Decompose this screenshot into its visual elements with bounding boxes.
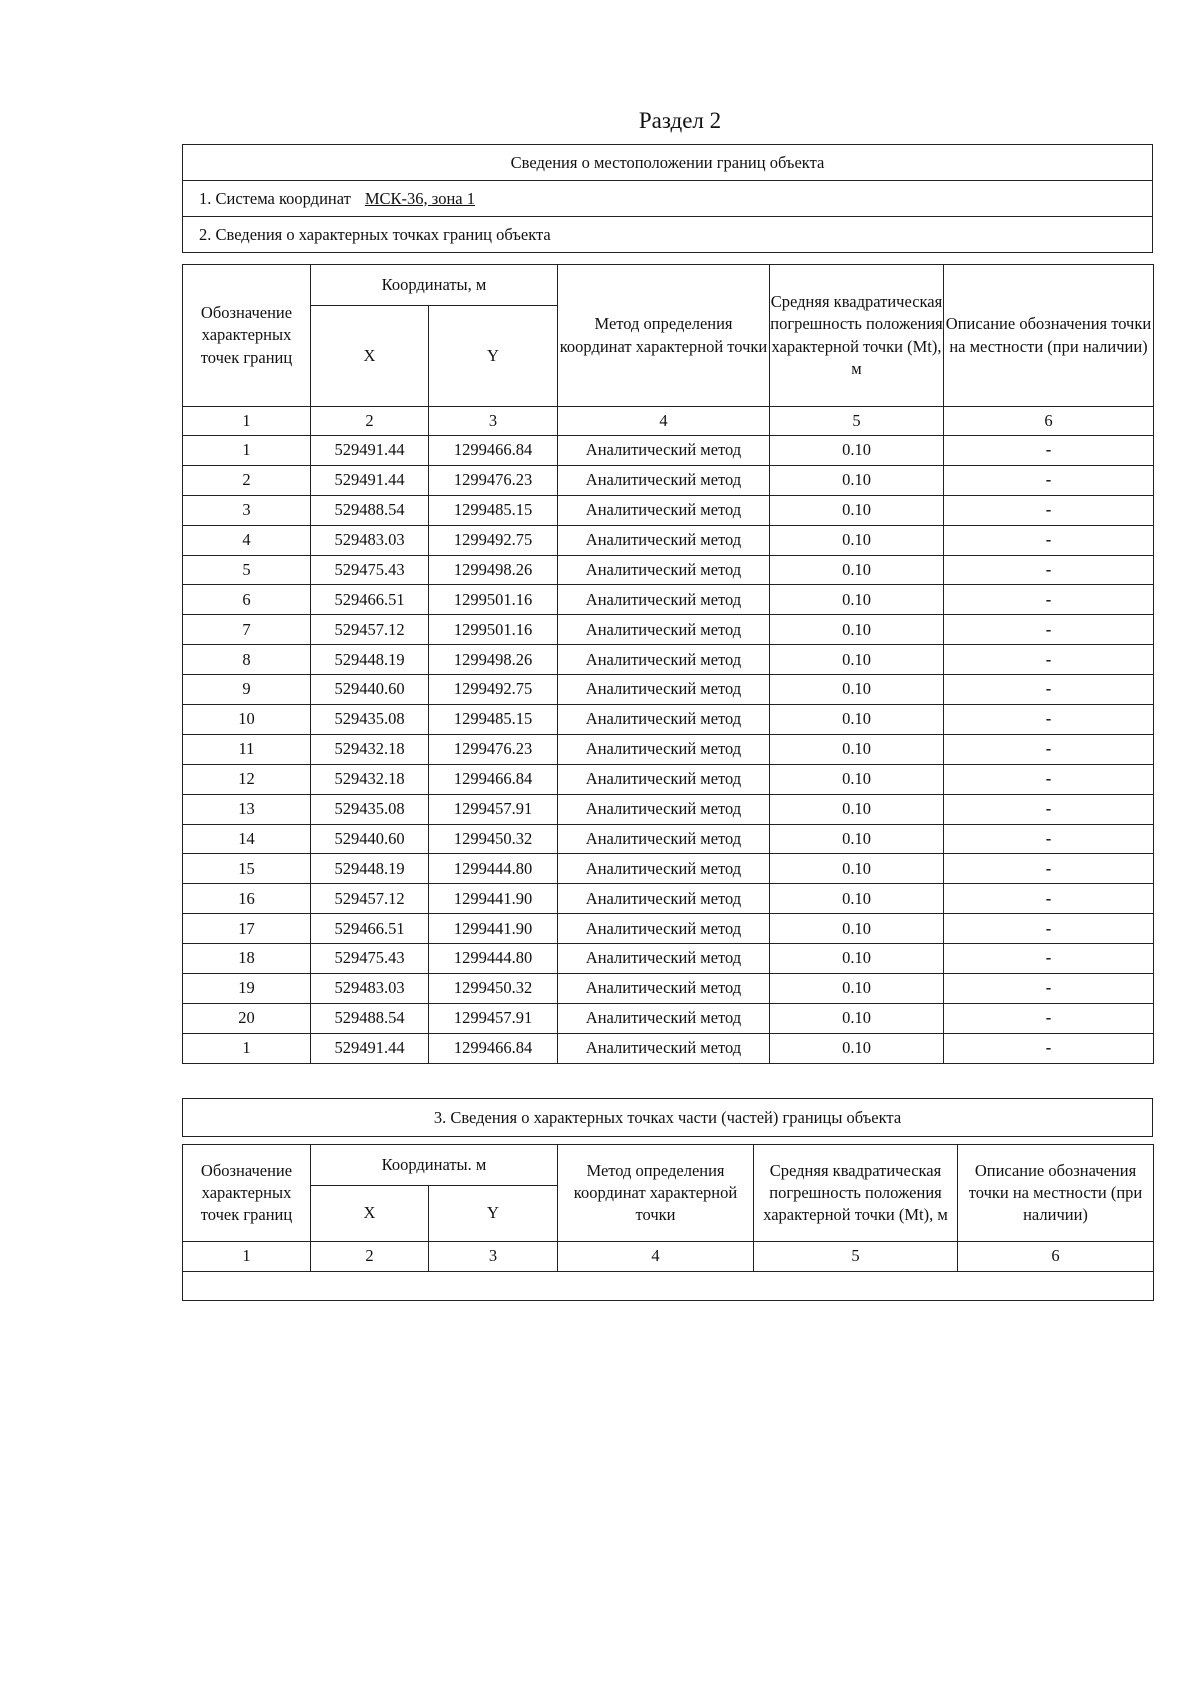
- point-error: 0.10: [770, 974, 944, 1004]
- point-error: 0.10: [770, 1033, 944, 1063]
- points-column-number-6: 6: [944, 407, 1154, 436]
- point-description: -: [944, 1033, 1154, 1063]
- table-row: [183, 944, 1154, 974]
- point-method: Аналитический метод: [558, 555, 770, 585]
- table-row: [183, 585, 1154, 615]
- point-y: 1299476.23: [429, 465, 558, 495]
- point-description: -: [944, 615, 1154, 645]
- points-column-number-4: 4: [558, 407, 770, 436]
- point-description: -: [944, 794, 1154, 824]
- points-column-number-1: 1: [183, 407, 311, 436]
- parts-heading: 3. Сведения о характерных точках части (частей) границы объекта: [183, 1099, 1153, 1137]
- parts-column-number-2: 2: [311, 1242, 429, 1272]
- point-number: 8: [183, 645, 311, 675]
- parts-column-number-1: 1: [183, 1242, 311, 1272]
- point-description: -: [944, 884, 1154, 914]
- point-error: 0.10: [770, 1003, 944, 1033]
- point-description: -: [944, 705, 1154, 735]
- point-number: 2: [183, 465, 311, 495]
- point-method: Аналитический метод: [558, 615, 770, 645]
- point-y: 1299457.91: [429, 1003, 558, 1033]
- point-method: Аналитический метод: [558, 645, 770, 675]
- table-row: [183, 764, 1154, 794]
- point-x: 529483.03: [311, 525, 429, 555]
- point-method: Аналитический метод: [558, 495, 770, 525]
- point-error: 0.10: [770, 675, 944, 705]
- point-y: 1299476.23: [429, 734, 558, 764]
- point-description: -: [944, 944, 1154, 974]
- point-number: 15: [183, 854, 311, 884]
- point-number: 11: [183, 734, 311, 764]
- point-number: 17: [183, 914, 311, 944]
- point-method: Аналитический метод: [558, 436, 770, 466]
- parts-column-numbers-row: [183, 1242, 1154, 1272]
- table-row: [183, 974, 1154, 1004]
- point-y: 1299466.84: [429, 1033, 558, 1063]
- point-x: 529457.12: [311, 884, 429, 914]
- header-coordinates: Координаты, м: [311, 265, 558, 306]
- point-error: 0.10: [770, 824, 944, 854]
- point-number: 1: [183, 436, 311, 466]
- point-number: 16: [183, 884, 311, 914]
- point-description: -: [944, 585, 1154, 615]
- point-method: Аналитический метод: [558, 794, 770, 824]
- point-x: 529491.44: [311, 1033, 429, 1063]
- point-x: 529448.19: [311, 645, 429, 675]
- point-number: 7: [183, 615, 311, 645]
- point-y: 1299466.84: [429, 764, 558, 794]
- parts-header-method: Метод определения координат характерной точки: [558, 1145, 754, 1242]
- object-location-info: [182, 144, 1153, 253]
- points-body: [183, 436, 1154, 1064]
- coordinate-system-row: [183, 181, 1153, 217]
- point-x: 529432.18: [311, 734, 429, 764]
- point-y: 1299485.15: [429, 495, 558, 525]
- point-error: 0.10: [770, 794, 944, 824]
- header-error: Средняя квадратическая погрешность положения характерной точки (Mt), м: [770, 265, 944, 407]
- section-title: Раздел 2: [638, 108, 722, 133]
- point-description: -: [944, 824, 1154, 854]
- point-error: 0.10: [770, 944, 944, 974]
- table-row: [183, 645, 1154, 675]
- parts-column-number-4: 4: [558, 1242, 754, 1272]
- point-x: 529483.03: [311, 974, 429, 1004]
- parts-header-description: Описание обозначения точки на местности (при наличии): [958, 1145, 1154, 1242]
- point-error: 0.10: [770, 585, 944, 615]
- point-method: Аналитический метод: [558, 465, 770, 495]
- point-y: 1299466.84: [429, 436, 558, 466]
- table-row: [183, 705, 1154, 735]
- point-method: Аналитический метод: [558, 824, 770, 854]
- point-x: 529475.43: [311, 555, 429, 585]
- table-row: [183, 1003, 1154, 1033]
- location-heading: Сведения о местоположении границ объекта: [183, 145, 1153, 181]
- point-x: 529488.54: [311, 495, 429, 525]
- point-method: Аналитический метод: [558, 974, 770, 1004]
- point-error: 0.10: [770, 495, 944, 525]
- point-description: -: [944, 914, 1154, 944]
- table-row: [183, 884, 1154, 914]
- parts-column-number-5: 5: [754, 1242, 958, 1272]
- part-points-table: [182, 1144, 1154, 1301]
- column-numbers-row: [183, 407, 1154, 436]
- point-x: 529440.60: [311, 824, 429, 854]
- header-y: Y: [429, 306, 558, 407]
- point-method: Аналитический метод: [558, 705, 770, 735]
- point-error: 0.10: [770, 734, 944, 764]
- point-y: 1299441.90: [429, 914, 558, 944]
- point-description: -: [944, 555, 1154, 585]
- points-heading: 2. Сведения о характерных точках границ объекта: [183, 217, 1153, 253]
- point-method: Аналитический метод: [558, 1003, 770, 1033]
- table-row: [183, 555, 1154, 585]
- point-number: 19: [183, 974, 311, 1004]
- header-method: Метод определения координат характерной точки: [558, 265, 770, 407]
- parts-empty-row: [183, 1272, 1154, 1301]
- point-method: Аналитический метод: [558, 525, 770, 555]
- table-row: [183, 495, 1154, 525]
- point-error: 0.10: [770, 914, 944, 944]
- point-method: Аналитический метод: [558, 944, 770, 974]
- point-x: 529457.12: [311, 615, 429, 645]
- point-number: 10: [183, 705, 311, 735]
- parts-header-error: Средняя квадратическая погрешность положения характерной точки (Mt), м: [754, 1145, 958, 1242]
- point-y: 1299444.80: [429, 854, 558, 884]
- header-designation: Обозначение характерных точек границ: [183, 265, 311, 407]
- point-y: 1299485.15: [429, 705, 558, 735]
- point-method: Аналитический метод: [558, 764, 770, 794]
- point-description: -: [944, 764, 1154, 794]
- point-y: 1299492.75: [429, 525, 558, 555]
- point-description: -: [944, 854, 1154, 884]
- point-y: 1299444.80: [429, 944, 558, 974]
- point-method: Аналитический метод: [558, 1033, 770, 1063]
- point-number: 20: [183, 1003, 311, 1033]
- parts-column-number-6: 6: [958, 1242, 1154, 1272]
- point-error: 0.10: [770, 436, 944, 466]
- table-row: [183, 436, 1154, 466]
- point-error: 0.10: [770, 615, 944, 645]
- table-row: [183, 914, 1154, 944]
- point-number: 12: [183, 764, 311, 794]
- point-x: 529466.51: [311, 914, 429, 944]
- point-x: 529488.54: [311, 1003, 429, 1033]
- point-method: Аналитический метод: [558, 884, 770, 914]
- point-number: 9: [183, 675, 311, 705]
- header-description: Описание обозначения точки на местности (при наличии): [944, 265, 1154, 407]
- parts-header-y: Y: [429, 1186, 558, 1242]
- point-x: 529435.08: [311, 705, 429, 735]
- table-row: [183, 675, 1154, 705]
- parts-header-x: X: [311, 1186, 429, 1242]
- coordinate-system-value: МСК-36, зона 1: [364, 188, 475, 208]
- point-method: Аналитический метод: [558, 734, 770, 764]
- header-x: X: [311, 306, 429, 407]
- point-number: 14: [183, 824, 311, 854]
- point-error: 0.10: [770, 705, 944, 735]
- point-y: 1299498.26: [429, 555, 558, 585]
- point-y: 1299450.32: [429, 824, 558, 854]
- parts-column-number-3: 3: [429, 1242, 558, 1272]
- point-error: 0.10: [770, 525, 944, 555]
- point-x: 529432.18: [311, 764, 429, 794]
- point-x: 529448.19: [311, 854, 429, 884]
- point-y: 1299450.32: [429, 974, 558, 1004]
- point-number: 5: [183, 555, 311, 585]
- point-method: Аналитический метод: [558, 914, 770, 944]
- point-description: -: [944, 734, 1154, 764]
- parts-header-coordinates: Координаты. м: [311, 1145, 558, 1186]
- point-description: -: [944, 974, 1154, 1004]
- point-y: 1299492.75: [429, 675, 558, 705]
- point-number: 13: [183, 794, 311, 824]
- point-x: 529491.44: [311, 436, 429, 466]
- point-number: 1: [183, 1033, 311, 1063]
- point-method: Аналитический метод: [558, 854, 770, 884]
- table-row: [183, 734, 1154, 764]
- table-row: [183, 615, 1154, 645]
- parts-header-designation: Обозначение характерных точек границ: [183, 1145, 311, 1242]
- table-row: [183, 794, 1154, 824]
- point-x: 529435.08: [311, 794, 429, 824]
- point-y: 1299441.90: [429, 884, 558, 914]
- point-description: -: [944, 675, 1154, 705]
- table-row: [183, 465, 1154, 495]
- table-row: [183, 1033, 1154, 1063]
- point-number: 18: [183, 944, 311, 974]
- parts-heading-table: [182, 1098, 1153, 1137]
- point-y: 1299501.16: [429, 615, 558, 645]
- point-x: 529491.44: [311, 465, 429, 495]
- point-x: 529475.43: [311, 944, 429, 974]
- point-description: -: [944, 1003, 1154, 1033]
- point-description: -: [944, 525, 1154, 555]
- points-column-number-2: 2: [311, 407, 429, 436]
- point-error: 0.10: [770, 645, 944, 675]
- table-row: [183, 525, 1154, 555]
- point-description: -: [944, 465, 1154, 495]
- points-column-number-5: 5: [770, 407, 944, 436]
- point-number: 4: [183, 525, 311, 555]
- point-number: 3: [183, 495, 311, 525]
- point-error: 0.10: [770, 465, 944, 495]
- point-x: 529440.60: [311, 675, 429, 705]
- point-method: Аналитический метод: [558, 585, 770, 615]
- point-description: -: [944, 645, 1154, 675]
- coordinate-system-label: 1. Система координат: [199, 188, 351, 208]
- point-y: 1299498.26: [429, 645, 558, 675]
- point-error: 0.10: [770, 764, 944, 794]
- point-description: -: [944, 495, 1154, 525]
- points-column-number-3: 3: [429, 407, 558, 436]
- point-number: 6: [183, 585, 311, 615]
- point-y: 1299457.91: [429, 794, 558, 824]
- point-y: 1299501.16: [429, 585, 558, 615]
- table-row: [183, 824, 1154, 854]
- point-error: 0.10: [770, 854, 944, 884]
- point-error: 0.10: [770, 884, 944, 914]
- boundary-points-table: [182, 264, 1154, 1064]
- point-x: 529466.51: [311, 585, 429, 615]
- point-error: 0.10: [770, 555, 944, 585]
- point-description: -: [944, 436, 1154, 466]
- table-row: [183, 854, 1154, 884]
- point-method: Аналитический метод: [558, 675, 770, 705]
